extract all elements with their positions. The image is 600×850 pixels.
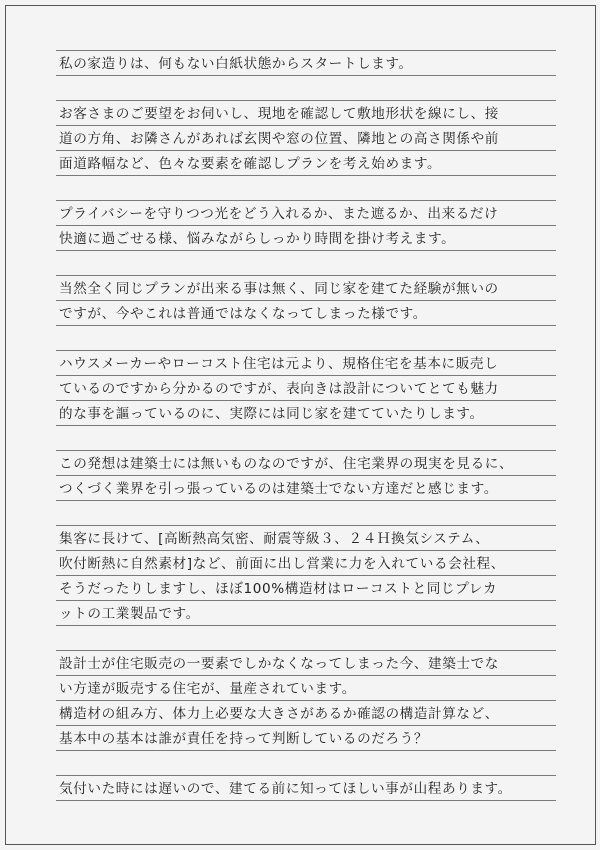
text-line (56, 50, 556, 75)
text-line (56, 375, 556, 400)
text-line (56, 350, 556, 375)
blank-line (56, 500, 556, 525)
blank-line (56, 175, 556, 200)
text-line (56, 575, 556, 600)
text-line (56, 600, 556, 625)
text-line (56, 150, 556, 175)
text-line (56, 475, 556, 500)
line-text: 集客に長けて、[高断熱高気密、耐震等級３、２４Ｈ換気システム、 (59, 531, 490, 547)
text-line (56, 550, 556, 575)
blank-line (56, 800, 556, 825)
text-line (56, 675, 556, 700)
text-line (56, 100, 556, 125)
text-line (56, 125, 556, 150)
blank-line (56, 750, 556, 775)
line-text: そうだったりしますし、ほぼ100%構造材はローコストと同じプレカ (59, 581, 498, 597)
line-text: ているのですから分かるのですが、表向きは設計についてとても魅力 (59, 381, 499, 397)
text-line (56, 200, 556, 225)
line-text: い方達が販売する住宅が、量産されています。 (59, 681, 356, 697)
blank-line (56, 425, 556, 450)
text-line (56, 450, 556, 475)
text-line (56, 650, 556, 675)
line-text: 吹付断熱に自然素材]など、前面に出し営業に力を入れている会社程、 (59, 556, 505, 572)
line-text: ットの工業製品です。 (59, 606, 200, 622)
line-text: 快適に過ごせる様、悩みながらしっかり時間を掛け考えます。 (59, 231, 456, 247)
document-page (5, 5, 596, 845)
line-text: 当然全く同じプランが出来る事は無く、同じ家を建てた経験が無いの (59, 281, 499, 297)
line-text: つくづく業界を引っ張っているのは建築士でない方達だと感じます。 (59, 481, 498, 497)
blank-line (56, 625, 556, 650)
blank-line (56, 325, 556, 350)
line-text: お客さまのご要望をお伺いし、現地を確認して敷地形状を線にし、接 (59, 106, 500, 122)
text-line (56, 525, 556, 550)
text-line (56, 775, 556, 800)
text-line (56, 300, 556, 325)
text-line (56, 400, 556, 425)
blank-line (56, 75, 556, 100)
line-text: 基本中の基本は誰が責任を持って判断しているのだろう？ (59, 731, 429, 747)
line-text: 面道路幅など、色々な要素を確認しプランを考え始めます。 (59, 156, 442, 172)
ruled-text-area (56, 50, 556, 825)
text-line (56, 275, 556, 300)
line-text: 私の家造りは、何もない白紙状態からスタートします。 (59, 56, 413, 72)
line-text: ハウスメーカーやローコスト住宅は元より、規格住宅を基本に販売し (59, 356, 499, 372)
text-line (56, 700, 556, 725)
line-text: ですが、今やこれは普通ではなくなってしまった様です。 (59, 306, 427, 322)
line-text: 道の方角、お隣さんがあれば玄関や窓の位置、隣地との高さ関係や前 (59, 131, 500, 147)
line-text: この発想は建築士には無いものなのですが、住宅業界の現実を見るに、 (59, 456, 514, 472)
blank-line (56, 250, 556, 275)
line-text: 構造材の組み方、体力上必要な大きさがあるか確認の構造計算など、 (59, 706, 500, 722)
text-line (56, 225, 556, 250)
line-text: 的な事を謳っているのに、実際には同じ家を建てていたりします。 (59, 406, 484, 422)
line-text: 設計士が住宅販売の一要素でしかなくなってしまった今、建築士でな (59, 656, 500, 672)
line-text: プライバシーを守りつつ光をどう入れるか、また遮るか、出来るだけ (59, 206, 499, 222)
line-text: 気付いた時には遅いので、建てる前に知ってほしい事が山程あります。 (59, 781, 512, 797)
text-line (56, 725, 556, 750)
